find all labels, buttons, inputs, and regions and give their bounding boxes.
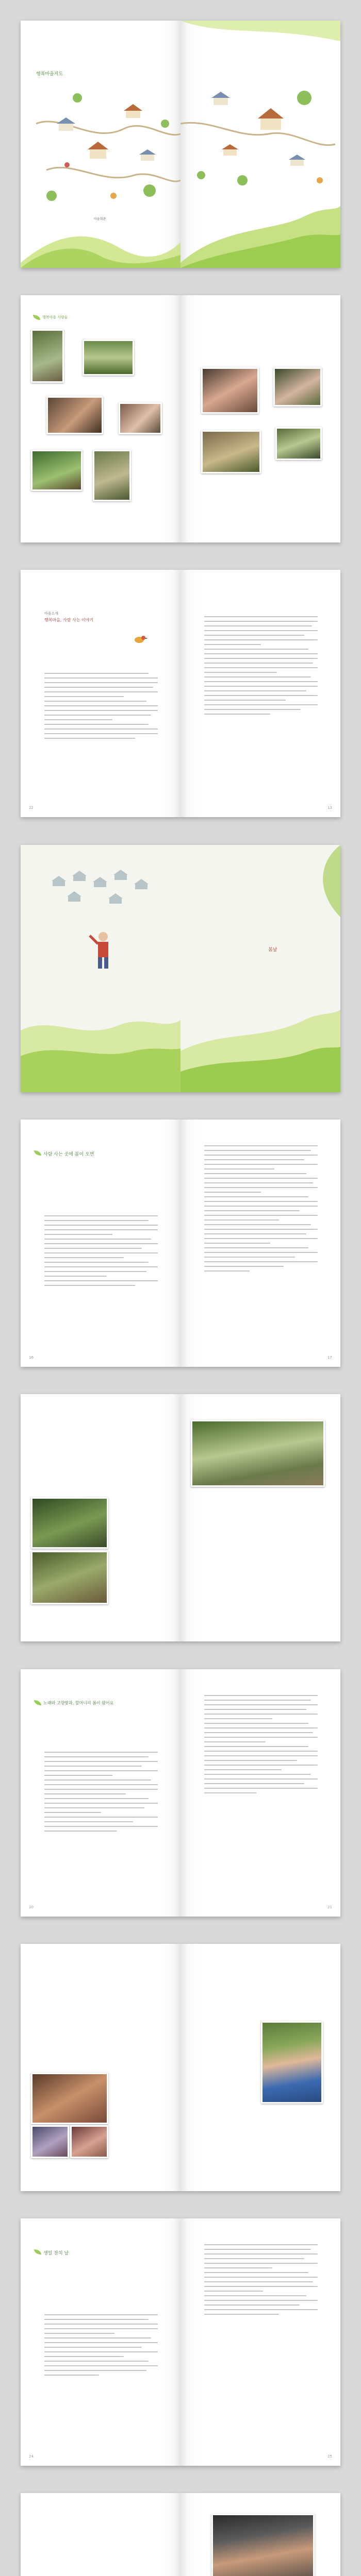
page-left — [21, 845, 180, 1092]
page-right — [180, 21, 340, 268]
photo — [201, 367, 259, 414]
body-text — [204, 1145, 318, 1275]
page-right — [180, 2218, 340, 2466]
map-label: 마을회관 — [94, 217, 106, 221]
page-left — [21, 2493, 180, 2576]
photo — [273, 367, 322, 406]
photo — [31, 1551, 108, 1604]
page-left — [21, 295, 180, 543]
spread-intro-text — [21, 570, 340, 817]
photo — [83, 340, 134, 376]
spread-map — [21, 21, 340, 268]
house-icon — [88, 142, 108, 159]
photo — [211, 2514, 315, 2576]
leaf-icon — [34, 2249, 41, 2255]
page-number: 20 — [29, 1905, 34, 1909]
person-illustration — [90, 932, 108, 969]
page-right — [180, 570, 340, 817]
photo — [31, 2073, 108, 2124]
spread-photos-celebration — [21, 2493, 340, 2576]
photo — [31, 329, 64, 383]
page-number: 13 — [327, 806, 332, 810]
photo — [261, 2021, 323, 2104]
page-number: 21 — [327, 1905, 332, 1909]
body-text — [204, 1695, 318, 1797]
village-illustration — [21, 845, 180, 1092]
leaf-icon — [34, 1150, 41, 1156]
foliage-illustration — [180, 845, 340, 1092]
heading-label: 마을소개 — [44, 612, 59, 616]
map-title: 행복마을지도 — [36, 72, 63, 77]
page-right — [180, 2493, 340, 2576]
photo — [93, 450, 131, 501]
body-text — [44, 2314, 158, 2379]
heading-title: 행복마을, 사람 사는 이야기 — [44, 618, 94, 622]
page-left — [21, 2218, 180, 2466]
photo — [31, 450, 83, 491]
leaf-icon — [33, 315, 40, 320]
spread-spring-illustration — [21, 845, 340, 1092]
photo — [119, 402, 162, 434]
photo — [31, 2125, 69, 2158]
page-right — [180, 1669, 340, 1917]
spread-photos-people — [21, 295, 340, 543]
page-left — [21, 1944, 180, 2191]
page-number: 12 — [29, 806, 34, 810]
illustrated-map — [21, 21, 180, 268]
page-left — [21, 1669, 180, 1917]
chapter-title: 사람 사는 곳에 봄이 오면 — [43, 1152, 94, 1157]
photo — [31, 1497, 108, 1549]
page-right — [180, 845, 340, 1092]
body-text — [44, 1752, 158, 1835]
chapter-title: 생일 잔치 날 — [43, 2251, 69, 2256]
page-left — [21, 1120, 180, 1367]
page-right — [180, 295, 340, 543]
spread-photos-fields — [21, 1394, 340, 1641]
page-left — [21, 21, 180, 268]
page-number: 24 — [29, 2454, 34, 2459]
spread-photos-portraits — [21, 1944, 340, 2191]
page-right — [180, 1944, 340, 2191]
photo — [191, 1420, 325, 1487]
section-title: 행복마을 사람들 — [42, 315, 68, 319]
body-text — [204, 2244, 318, 2318]
body-text — [44, 1215, 158, 1290]
page-left — [21, 1394, 180, 1641]
page-left — [21, 570, 180, 817]
photo — [46, 396, 103, 434]
page-number: 17 — [327, 1355, 332, 1360]
illustrated-map-right — [180, 21, 340, 268]
body-text — [44, 673, 158, 742]
spring-title: 봄날 — [268, 947, 277, 953]
spread-chapter-spring — [21, 1120, 340, 1367]
photo — [201, 430, 261, 473]
page-right — [180, 1120, 340, 1367]
chapter-title: 노래와 고향땅과, 할머니의 봄이 왔어요 — [43, 1701, 114, 1705]
body-text — [204, 616, 318, 718]
photo — [275, 427, 322, 460]
page-number: 16 — [29, 1355, 34, 1360]
photo — [70, 2125, 108, 2158]
spread-chapter-birthday — [21, 2218, 340, 2466]
page-right — [180, 1394, 340, 1641]
leaf-icon — [34, 1700, 41, 1705]
spread-chapter-songs — [21, 1669, 340, 1917]
bird-illustration — [133, 634, 149, 645]
page-number: 25 — [327, 2454, 332, 2459]
